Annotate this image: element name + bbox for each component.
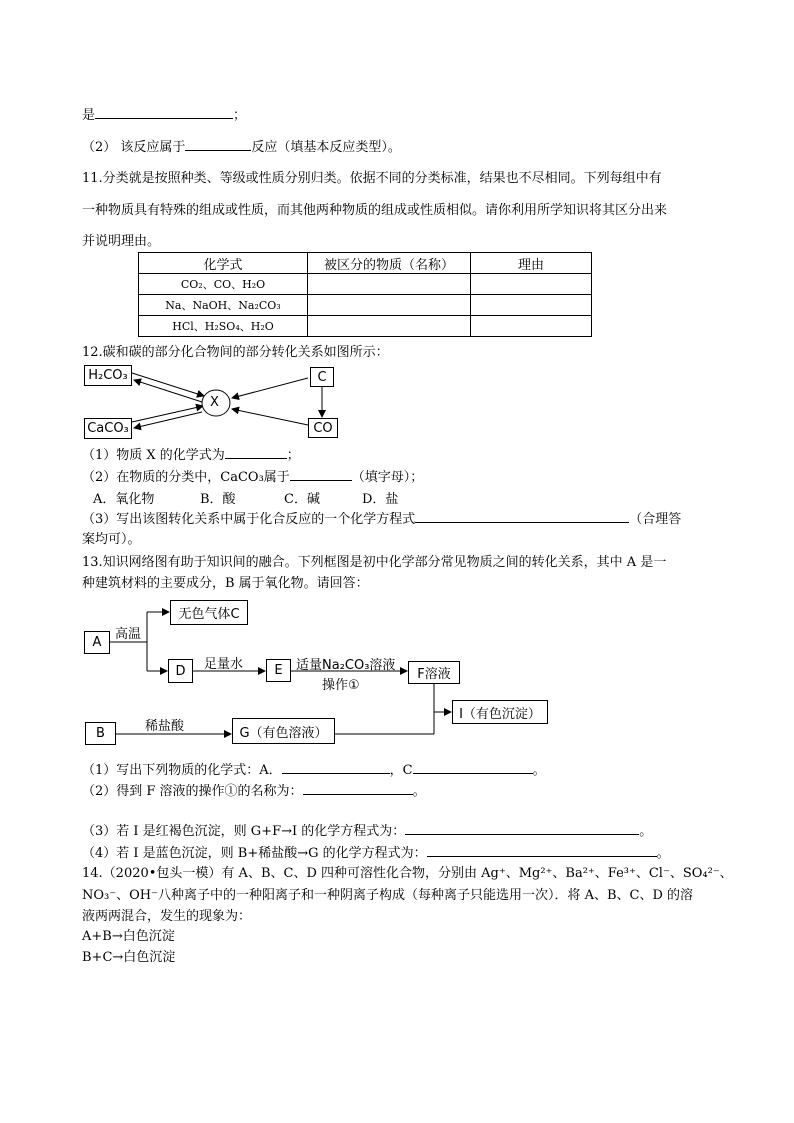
label-water: 足量水	[204, 657, 244, 672]
answer-blank[interactable]	[415, 510, 629, 523]
q12-intro: 12.碳和碳的部分化合物间的部分转化关系如图所示：	[82, 345, 389, 360]
node-caco3: CaCO₃	[84, 418, 132, 439]
table-cell: Na、NaOH、Na₂CO₃	[139, 295, 308, 316]
text: （3）若 I 是红褐色沉淀，则 G+F→I 的化学方程式为：	[82, 824, 406, 839]
answer-blank[interactable]	[290, 468, 352, 481]
text: （合理答	[629, 512, 682, 527]
answer-blank-c[interactable]	[413, 761, 533, 774]
box-a: A	[84, 631, 110, 654]
q14-text-line3: 液两两混合，发生的现象为：	[82, 909, 252, 924]
table-header: 理由	[471, 253, 592, 274]
box-d: D	[168, 659, 193, 683]
text: （填字母）；	[351, 470, 424, 485]
q13-part4	[82, 842, 670, 861]
text: （2） 该反应属于	[82, 140, 186, 155]
text: ；	[233, 108, 247, 123]
arrow-c-to-x	[232, 378, 308, 398]
arrow-h2co3-to-x	[132, 373, 204, 396]
text: 。	[656, 846, 670, 861]
box-e: E	[266, 659, 291, 682]
text: ，C	[389, 763, 413, 778]
q14-result-1: A+B→白色沉淀	[82, 929, 175, 944]
q12-part1	[82, 444, 300, 463]
q13-text-line2: 种建筑材料的主要成分，B 属于氧化物。请回答：	[82, 576, 369, 591]
q12-part2	[82, 466, 423, 485]
node-x-label: X	[210, 395, 219, 410]
label-high-temp: 高温	[115, 627, 142, 642]
text: （1）物质 X 的化学式为	[82, 448, 225, 463]
table-header: 化学式	[139, 253, 308, 274]
text: 。	[532, 763, 546, 778]
label-na2co3: 适量Na₂CO₃溶液	[296, 658, 396, 673]
arrow-x-to-caco3	[134, 412, 202, 428]
text: （2）得到 F 溶液的操作①的名称为：	[82, 784, 303, 799]
q12-option-c[interactable]: C．碱	[284, 492, 320, 507]
text: 。	[639, 824, 653, 839]
answer-blank-a[interactable]	[282, 761, 390, 774]
node-h2co3: H₂CO₃	[84, 365, 132, 386]
text: （1）写出下列物质的化学式：A．	[82, 763, 282, 778]
arrow-co-to-x	[232, 409, 308, 425]
q11-text-line2: 一种物质具有特殊的组成或性质，而其他两种物质的组成或性质相似。请你利用所学知识将其区分出来	[82, 203, 668, 218]
table-header: 被区分的物质（名称）	[308, 253, 471, 274]
q12-part3	[82, 508, 681, 527]
text: 是	[82, 108, 96, 123]
text: 反应（填基本反应类型）。	[251, 140, 401, 155]
q12-option-b[interactable]: B．酸	[200, 492, 236, 507]
q11-text-line1: 11.分类就是按照种类、等级或性质分别归类。依据不同的分类标准，结果也不尽相同。下列每组中有	[82, 171, 662, 186]
answer-blank[interactable]	[303, 782, 413, 795]
q12-part3-cont: 案均可）。	[82, 532, 141, 547]
box-i: I（有色沉淀）	[452, 700, 548, 724]
q13-part1	[82, 759, 546, 778]
q14-text-line2: NO₃⁻、OH⁻八种离子中的一种阳离子和一种阴离子构成（每种离子只能选用一次）．将 A、B、C、D 的溶	[82, 888, 694, 903]
arrow-x-to-h2co3	[134, 380, 202, 402]
text: ；	[286, 448, 300, 463]
q12-option-d[interactable]: D．盐	[362, 492, 399, 507]
label-dilute-hcl: 稀盐酸	[145, 719, 185, 734]
label-operation-1: 操作①	[322, 678, 360, 693]
node-co: CO	[308, 418, 338, 438]
q13-part2	[82, 780, 426, 799]
q14-result-2: B+C→白色沉淀	[82, 950, 176, 965]
text: （2）在物质的分类中，CaCO₃属于	[82, 470, 290, 485]
node-c: C	[310, 367, 334, 387]
text: 。	[412, 784, 426, 799]
answer-blank[interactable]	[405, 822, 639, 835]
box-g: G（有色溶液）	[232, 718, 335, 744]
q13-text-line1: 13.知识网络图有助于知识间的融合。下列框图是初中化学部分常见物质之间的转化关系，其中 A 是一	[82, 555, 667, 570]
answer-blank[interactable]	[427, 844, 657, 857]
box-f: F溶液	[408, 661, 460, 684]
answer-blank[interactable]	[225, 446, 287, 459]
box-b: B	[85, 722, 116, 745]
table-cell: HCl、H₂SO₄、H₂O	[139, 316, 308, 337]
q12-option-a[interactable]: A．氧化物	[93, 492, 155, 507]
q14-text-line1: 14.（2020•包头一模）有 A、B、C、D 四种可溶性化合物，分别由 Ag⁺、Mg²⁺、Ba²⁺、Fe³⁺、Cl⁻、SO₄²⁻、	[82, 866, 733, 881]
box-gas-c: 无色气体C	[170, 600, 248, 625]
q11-text-line3: 并说明理由。	[82, 234, 161, 249]
table-cell: CO₂、CO、H₂O	[139, 274, 308, 295]
q13-part3	[82, 820, 652, 839]
text: （3）写出该图转化关系中属于化合反应的一个化学方程式	[82, 512, 416, 527]
text: （4）若 I 是蓝色沉淀，则 B+稀盐酸→G 的化学方程式为：	[82, 846, 427, 861]
